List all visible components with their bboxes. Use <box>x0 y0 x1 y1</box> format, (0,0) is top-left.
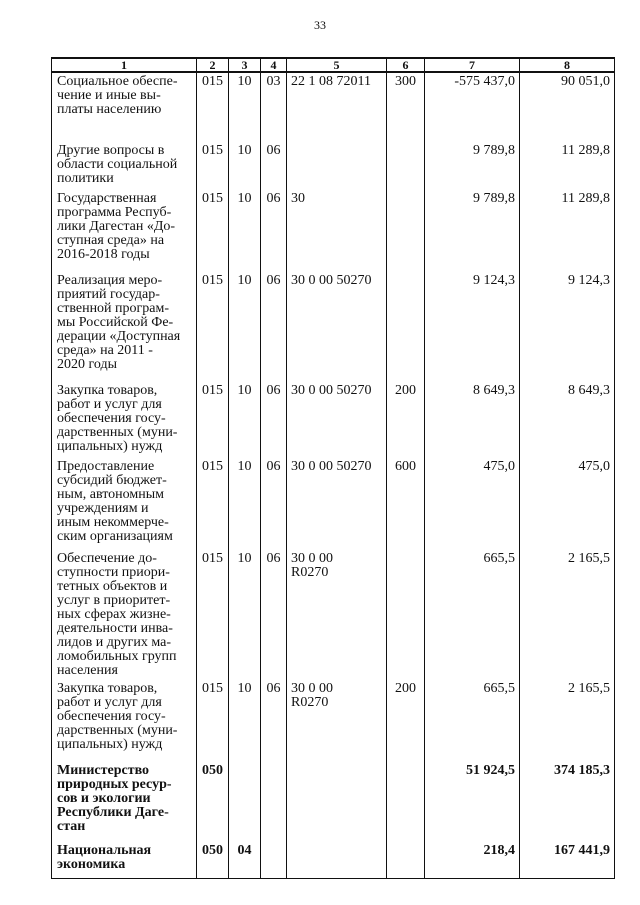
ministry-code-cell: 050 <box>197 762 229 842</box>
subsection-code-cell: 06 <box>261 190 287 272</box>
page-number: 33 <box>314 18 326 32</box>
row-name-cell: Государственная программа Респуб- лики Дагестан «До- ступная среда» на 2016-2018 годы <box>52 190 197 272</box>
table-row <box>52 842 615 878</box>
subsection-code-cell <box>261 842 287 878</box>
amount-col7-cell: 665,5 <box>425 680 520 762</box>
section-code-cell: 10 <box>229 680 261 762</box>
row-name-cell: Закупка товаров, работ и услуг для обеспечения госу- дарственных (муни- ципальных) нужд <box>52 680 197 762</box>
column-header: 1 <box>52 58 197 72</box>
expense-type-cell <box>387 842 425 878</box>
amount-col7-cell: 9 789,8 <box>425 142 520 190</box>
ministry-code-cell: 050 <box>197 842 229 878</box>
amount-col7-cell: 8 649,3 <box>425 382 520 458</box>
column-header: 6 <box>387 58 425 72</box>
subsection-code-cell: 06 <box>261 550 287 680</box>
subsection-code-cell <box>261 762 287 842</box>
table-row <box>52 190 615 272</box>
section-code-cell: 10 <box>229 72 261 142</box>
table-row <box>52 550 615 680</box>
expense-type-cell <box>387 190 425 272</box>
table-row <box>52 142 615 190</box>
table-row <box>52 382 615 458</box>
column-header: 8 <box>520 58 615 72</box>
column-header: 4 <box>261 58 287 72</box>
column-header: 2 <box>197 58 229 72</box>
row-name-cell: Социальное обеспе- чение и иные вы- платы населению <box>52 72 197 142</box>
target-article-cell: 30 <box>287 190 387 272</box>
ministry-code-cell: 015 <box>197 382 229 458</box>
ministry-code-cell: 015 <box>197 550 229 680</box>
table-row <box>52 680 615 762</box>
amount-col7-cell: 665,5 <box>425 550 520 680</box>
amount-col8-cell: 9 124,3 <box>520 272 615 382</box>
target-article-cell: 30 0 00 50270 <box>287 382 387 458</box>
target-article-cell <box>287 762 387 842</box>
amount-col8-cell: 11 289,8 <box>520 190 615 272</box>
amount-col7-cell: 9 124,3 <box>425 272 520 382</box>
section-code-cell: 10 <box>229 382 261 458</box>
amount-col8-cell: 2 165,5 <box>520 680 615 762</box>
column-header: 7 <box>425 58 520 72</box>
ministry-code-cell: 015 <box>197 458 229 550</box>
expense-type-cell: 200 <box>387 680 425 762</box>
target-article-cell <box>287 142 387 190</box>
subsection-code-cell: 03 <box>261 72 287 142</box>
amount-col7-cell: -575 437,0 <box>425 72 520 142</box>
row-name-cell: Обеспечение до- ступности приори- тетных объектов и услуг в приоритет- ных сферах жизне- деятельности инва- лидов и других ма- ломобильных групп населения <box>52 550 197 680</box>
table-row <box>52 272 615 382</box>
amount-col8-cell: 8 649,3 <box>520 382 615 458</box>
amount-col7-cell: 9 789,8 <box>425 190 520 272</box>
section-code-cell: 04 <box>229 842 261 878</box>
target-article-cell <box>287 842 387 878</box>
expense-type-cell <box>387 272 425 382</box>
amount-col7-cell: 475,0 <box>425 458 520 550</box>
row-name-cell: Министерство природных ресур- сов и экологии Республики Даге- стан <box>52 762 197 842</box>
subsection-code-cell: 06 <box>261 272 287 382</box>
section-code-cell: 10 <box>229 190 261 272</box>
section-code-cell: 10 <box>229 550 261 680</box>
section-code-cell: 10 <box>229 272 261 382</box>
amount-col8-cell: 11 289,8 <box>520 142 615 190</box>
column-header: 3 <box>229 58 261 72</box>
subsection-code-cell: 06 <box>261 142 287 190</box>
amount-col8-cell: 167 441,9 <box>520 842 615 878</box>
amount-col8-cell: 374 185,3 <box>520 762 615 842</box>
row-name-cell: Реализация меро- приятий государ- ственной програм- мы Российской Фе- дерации «Доступная среда» на 2011 - 2020 годы <box>52 272 197 382</box>
header-row <box>52 58 615 72</box>
target-article-cell: 30 0 00 50270 <box>287 458 387 550</box>
expense-type-cell: 600 <box>387 458 425 550</box>
table-row <box>52 458 615 550</box>
ministry-code-cell: 015 <box>197 190 229 272</box>
amount-col7-cell: 51 924,5 <box>425 762 520 842</box>
ministry-code-cell: 015 <box>197 72 229 142</box>
expense-type-cell <box>387 142 425 190</box>
subsection-code-cell: 06 <box>261 382 287 458</box>
row-name-cell: Закупка товаров, работ и услуг для обеспечения госу- дарственных (муни- ципальных) нужд <box>52 382 197 458</box>
subsection-code-cell: 06 <box>261 680 287 762</box>
row-name-cell: Национальная экономика <box>52 842 197 878</box>
ministry-code-cell: 015 <box>197 272 229 382</box>
amount-col7-cell: 218,4 <box>425 842 520 878</box>
expense-type-cell: 200 <box>387 382 425 458</box>
target-article-cell: 30 0 00 R0270 <box>287 680 387 762</box>
section-code-cell: 10 <box>229 458 261 550</box>
target-article-cell: 30 0 00 50270 <box>287 272 387 382</box>
amount-col8-cell: 475,0 <box>520 458 615 550</box>
ministry-code-cell: 015 <box>197 142 229 190</box>
section-code-cell: 10 <box>229 142 261 190</box>
subsection-code-cell: 06 <box>261 458 287 550</box>
expense-type-cell: 300 <box>387 72 425 142</box>
row-name-cell: Предоставление субсидий бюджет- ным, автономным учреждениям и иным некоммерче- ским организациям <box>52 458 197 550</box>
budget-table <box>51 57 615 879</box>
section-code-cell <box>229 762 261 842</box>
expense-type-cell <box>387 762 425 842</box>
target-article-cell: 22 1 08 72011 <box>287 72 387 142</box>
expense-type-cell <box>387 550 425 680</box>
table-row <box>52 72 615 142</box>
amount-col8-cell: 2 165,5 <box>520 550 615 680</box>
column-header: 5 <box>287 58 387 72</box>
target-article-cell: 30 0 00 R0270 <box>287 550 387 680</box>
table-row <box>52 762 615 842</box>
ministry-code-cell: 015 <box>197 680 229 762</box>
row-name-cell: Другие вопросы в области социальной политики <box>52 142 197 190</box>
amount-col8-cell: 90 051,0 <box>520 72 615 142</box>
